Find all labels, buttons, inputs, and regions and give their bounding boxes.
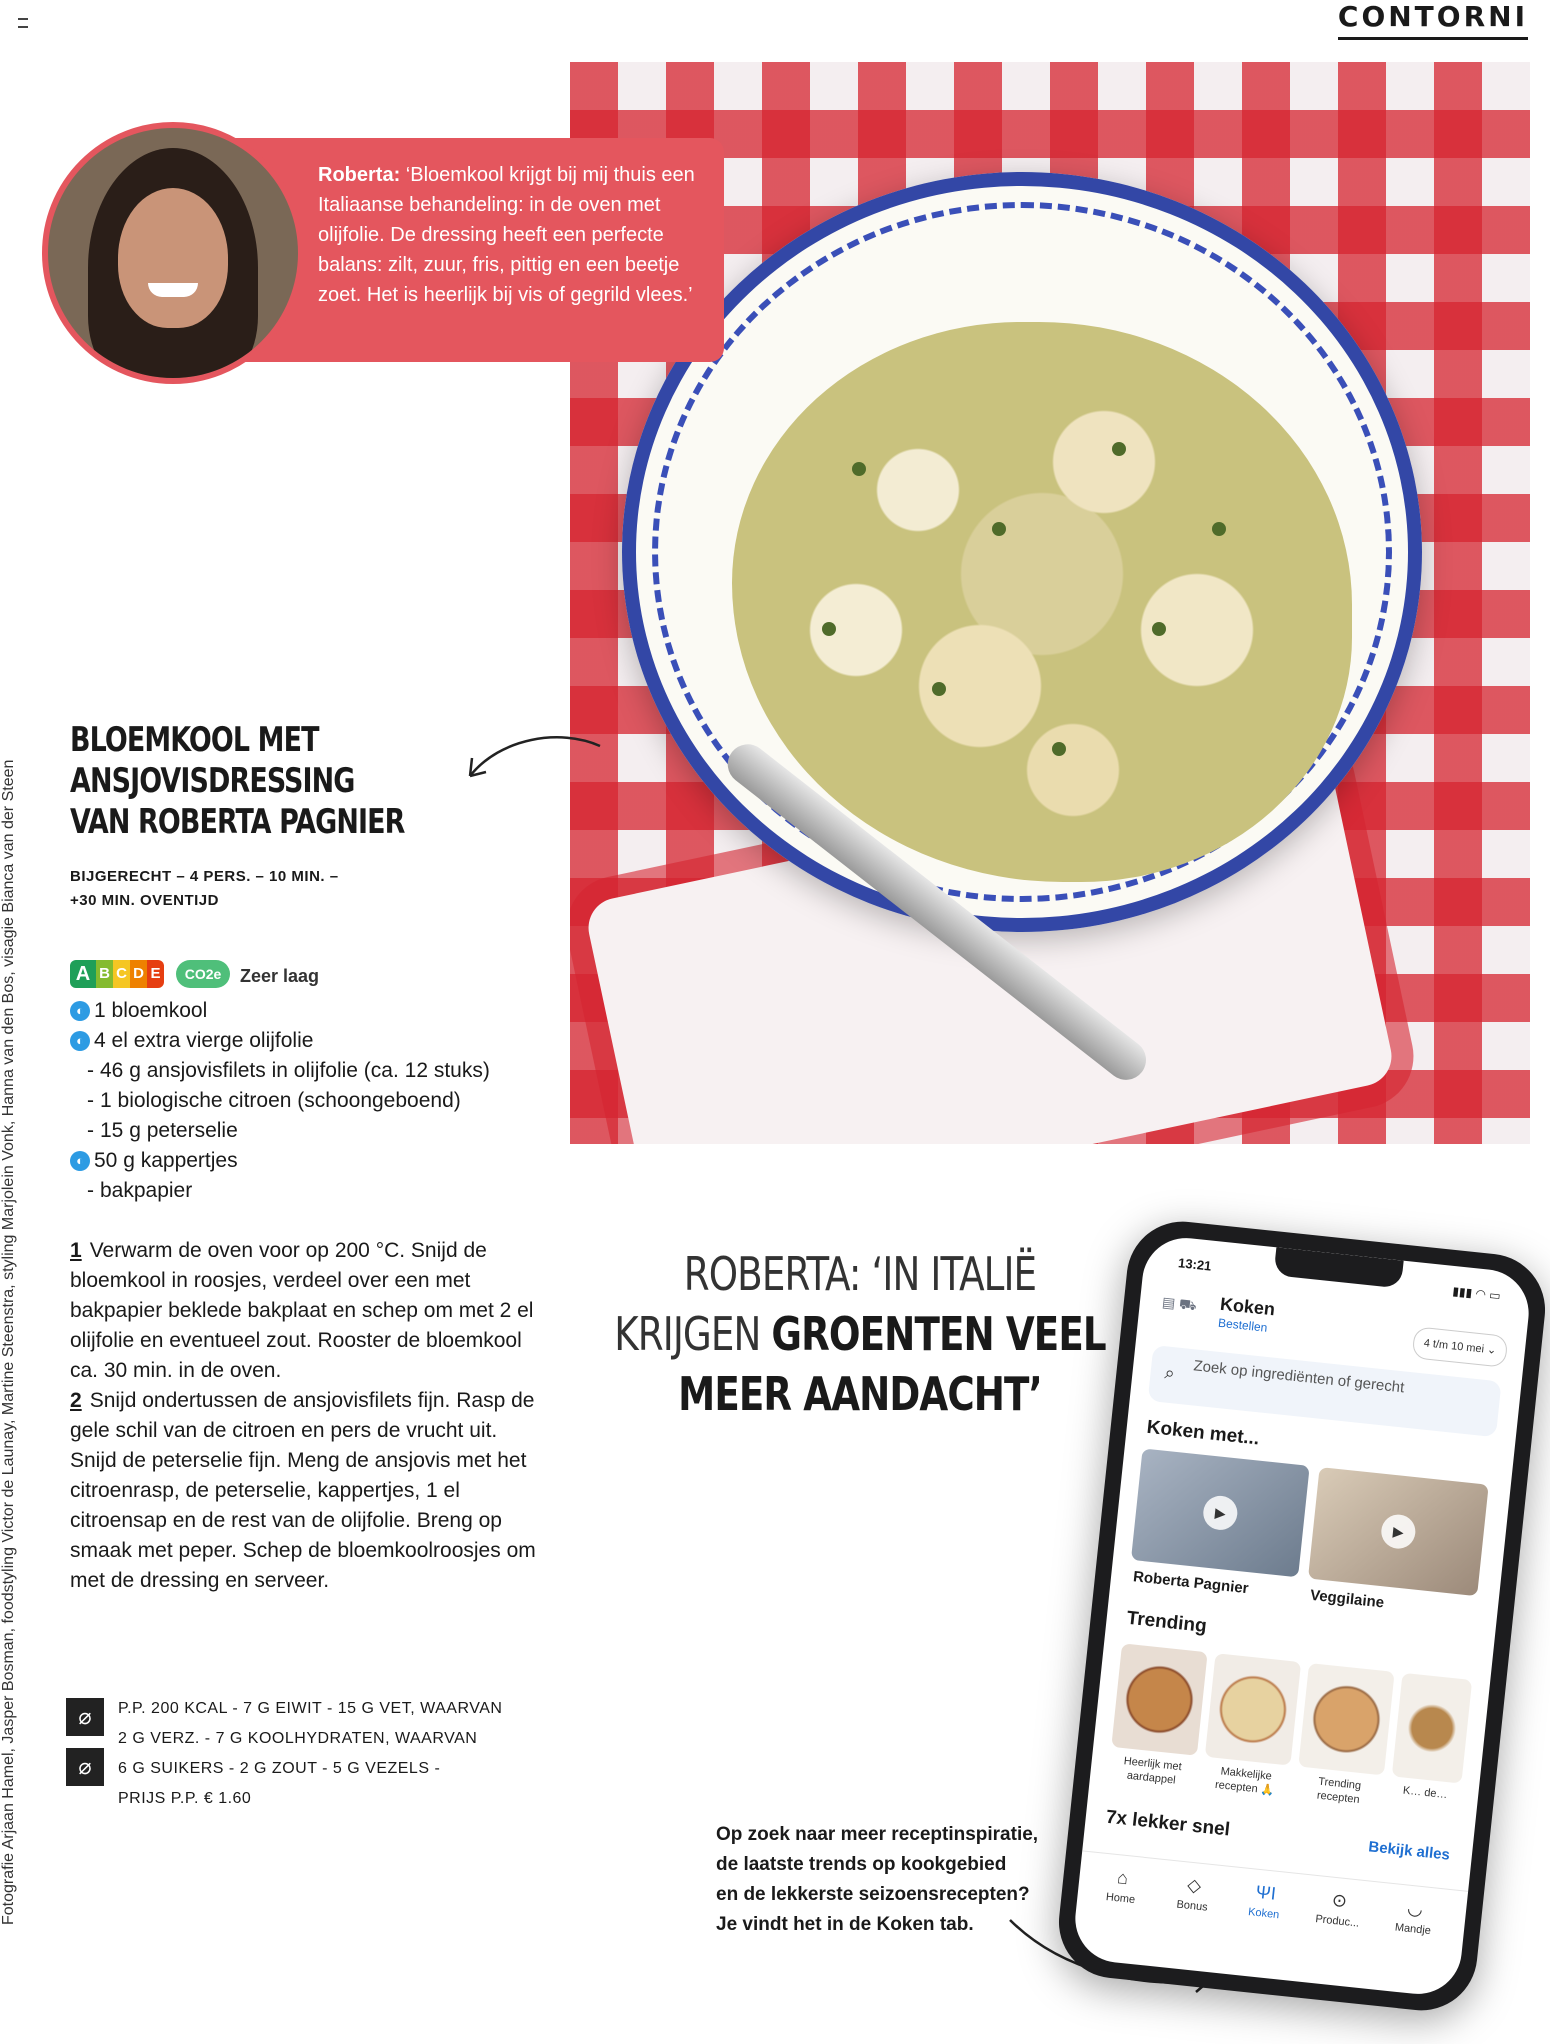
ingredient-item: - 1 biologische citroen (schoongeboend) <box>70 1086 540 1116</box>
section-title: Koken met... <box>1145 1416 1261 1450</box>
step-number: 2 <box>70 1389 82 1412</box>
search-input[interactable]: Zoek op ingrediënten of gerecht <box>1192 1357 1406 1397</box>
product-icon: ◐ <box>70 1151 90 1171</box>
dash-marker: - <box>87 1179 94 1202</box>
corner-mark <box>18 18 28 28</box>
search-icon: ⌕ <box>1163 1362 1176 1384</box>
tab-mandje[interactable]: ◡ Mandje <box>1377 1895 1450 1939</box>
ingredient-item: - 46 g ansjovisfilets in olijfolie (ca. 12 stuks) <box>70 1056 540 1086</box>
week-select[interactable]: 4 t/m 10 mei ⌄ <box>1412 1326 1509 1368</box>
nutrition-line: 6 G SUIKERS - 2 G ZOUT - 5 G VEZELS - <box>118 1760 441 1777</box>
app-subtitle[interactable]: Bestellen <box>1217 1315 1269 1335</box>
status-time: 13:21 <box>1177 1255 1213 1274</box>
header-icons[interactable]: ▤ ⛟ <box>1161 1293 1198 1314</box>
step-number: 1 <box>70 1239 82 1262</box>
portrait-photo <box>42 122 304 384</box>
apple-icon: ⊙ <box>1330 1889 1349 1912</box>
trending-caption[interactable]: Heerlijk met aardappel <box>1123 1755 1183 1787</box>
home-icon: ⌂ <box>1116 1867 1130 1889</box>
tab-producten[interactable]: ⊙ Produc... <box>1302 1887 1375 1931</box>
lactose-free-icon: ⌀ <box>66 1748 104 1786</box>
tab-koken[interactable]: ΨΙ Koken <box>1228 1879 1301 1923</box>
method-step <box>70 1236 540 1386</box>
ingredient-item: ◐ 4 el extra vierge olijfolie <box>70 1026 540 1056</box>
caper <box>852 462 866 476</box>
section-title: 7x lekker snel <box>1104 1806 1231 1841</box>
status-icons: ▮▮▮ ◠ ▭ <box>1451 1283 1502 1303</box>
trending-card[interactable] <box>1111 1643 1207 1755</box>
section-label: CONTORNI <box>1338 0 1528 40</box>
tag-icon: ◇ <box>1186 1874 1203 1896</box>
photo-credits: Fotografie Arjaan Hamel, Jasper Bosman, foodstyling Victor de Launay, Martine Steenstra, styling Marjolein Vonk, Hanna van den Bos, visagie Bianca van der Steen <box>0 759 17 1925</box>
cutlery-icon: ΨΙ <box>1254 1881 1277 1904</box>
co2-badge: CO2e <box>176 960 230 988</box>
play-icon: ▶ <box>1380 1513 1417 1550</box>
nutri-score-letter: B <box>96 960 113 988</box>
trending-card[interactable] <box>1298 1663 1394 1775</box>
video-caption[interactable]: Veggilaine <box>1309 1586 1385 1612</box>
plate <box>622 172 1422 932</box>
trending-card[interactable] <box>1392 1673 1472 1784</box>
pull-quote-headline <box>608 1244 1112 1424</box>
headline-bold: GROENTEN VEEL <box>771 1307 1106 1361</box>
basket-icon: ◡ <box>1406 1897 1424 1920</box>
caper <box>1052 742 1066 756</box>
ingredient-list <box>70 996 540 1206</box>
dash-marker: - <box>87 1089 94 1112</box>
nutri-score-letter: E <box>147 960 164 988</box>
arrow-icon <box>460 728 610 798</box>
dash-marker: - <box>87 1059 94 1082</box>
ingredient-item: - 15 g peterselie <box>70 1116 540 1146</box>
headline-light: ROBERTA: ‘IN ITALIË <box>683 1247 1037 1301</box>
recipe-meta-line: +30 MIN. OVENTIJD <box>70 892 219 909</box>
caper <box>1152 622 1166 636</box>
app-title: Koken <box>1219 1293 1276 1320</box>
recipe-meta-line: BIJGERECHT – 4 PERS. – 10 MIN. – <box>70 868 339 885</box>
section-title: Trending <box>1125 1607 1208 1638</box>
phone-screen <box>1071 1234 1533 1999</box>
co2-level: Zeer laag <box>240 966 320 986</box>
nutri-score-letter: D <box>130 960 147 988</box>
trending-card[interactable] <box>1205 1653 1301 1765</box>
recipe-title-line: VAN ROBERTA PAGNIER <box>70 802 405 842</box>
step-text: Snijd ondertussen de ansjovisfilets fijn. Rasp de gele schil van de citroen en pers de vrucht uit. Snijd de peterselie fijn. Meng de ansjovis met het citroenrasp, de peterselie, kappertjes, 1 el citroensap en de rest van de olijfolie. Breng op smaak met peper. Schep de bloemkoolroosjes om met de dressing en serveer. <box>70 1389 536 1592</box>
trending-caption[interactable]: K… de… <box>1402 1784 1449 1802</box>
promo-line: de laatste trends op kookgebied <box>716 1854 1007 1875</box>
recipe-title-line: ANSJOVISDRESSING <box>70 761 355 801</box>
nutri-score-label <box>70 960 164 988</box>
nutrition-line: 2 G VERZ. - 7 G KOOLHYDRATEN, WAARVAN <box>118 1730 478 1747</box>
trending-caption[interactable]: Trending recepten <box>1316 1775 1362 1806</box>
see-all-link[interactable]: Bekijk alles <box>1367 1838 1451 1864</box>
nutrition-line: P.P. 200 KCAL - 7 G EIWIT - 15 G VET, WAARVAN <box>118 1700 503 1717</box>
quote-speaker: Roberta: <box>318 164 401 186</box>
phone-mockup <box>1053 1216 1550 2016</box>
caper <box>992 522 1006 536</box>
product-icon: ◐ <box>70 1001 90 1021</box>
ingredient-item: - bakpapier <box>70 1176 540 1206</box>
recipe-title-line: BLOEMKOOL MET <box>70 720 319 760</box>
caper <box>1212 522 1226 536</box>
headline-light: KRIJGEN <box>614 1307 772 1361</box>
tab-home[interactable]: ⌂ Home <box>1085 1864 1158 1908</box>
quote-text <box>318 160 703 310</box>
caper <box>1112 442 1126 456</box>
headline-bold: MEER AANDACHT’ <box>678 1367 1042 1421</box>
product-icon: ◐ <box>70 1031 90 1051</box>
caper <box>932 682 946 696</box>
promo-line: Op zoek naar meer receptinspiratie, <box>716 1824 1039 1845</box>
video-card[interactable] <box>1131 1448 1310 1577</box>
nutrition-line: PRIJS P.P. € 1.60 <box>118 1790 252 1807</box>
tab-bonus[interactable]: ◇ Bonus <box>1157 1872 1230 1916</box>
recipe-meta <box>70 865 400 913</box>
nutri-score-letter: A <box>70 960 96 988</box>
video-caption[interactable]: Roberta Pagnier <box>1132 1568 1250 1598</box>
promo-line: Je vindt het in de Koken tab. <box>716 1914 974 1935</box>
video-card[interactable] <box>1308 1467 1489 1596</box>
nutri-score-letter: C <box>113 960 130 988</box>
step-text: Verwarm de oven voor op 200 °C. Snijd de bloemkool in roosjes, verdeel over een met bakpapier beklede bakplaat en schep om met 2 el olijfolie en eventueel zout. Rooster de bloemkool ca. 30 min. in de oven. <box>70 1239 534 1382</box>
play-icon: ▶ <box>1202 1494 1239 1531</box>
dash-marker: - <box>87 1119 94 1142</box>
nutrition-info <box>118 1694 538 1814</box>
trending-caption[interactable]: Makkelijke recepten 🙏 <box>1214 1765 1275 1798</box>
method-step <box>70 1386 540 1596</box>
recipe-title <box>70 720 440 843</box>
promo-line: en de lekkerste seizoensrecepten? <box>716 1884 1030 1905</box>
ingredient-item: ◐ 50 g kappertjes <box>70 1146 540 1176</box>
quote-body: ‘Bloemkool krijgt bij mij thuis een Italiaanse behandeling: in de oven met olijfolie. De dressing heeft een perfecte balans: zilt, zuur, fris, pittig en een beetje zoet. Het is heerlijk bij vis of gegrild vlees.’ <box>318 164 695 306</box>
gluten-free-icon: ⌀ <box>66 1698 104 1736</box>
caper <box>822 622 836 636</box>
method-steps <box>70 1236 540 1596</box>
ingredient-item: ◐ 1 bloemkool <box>70 996 540 1026</box>
